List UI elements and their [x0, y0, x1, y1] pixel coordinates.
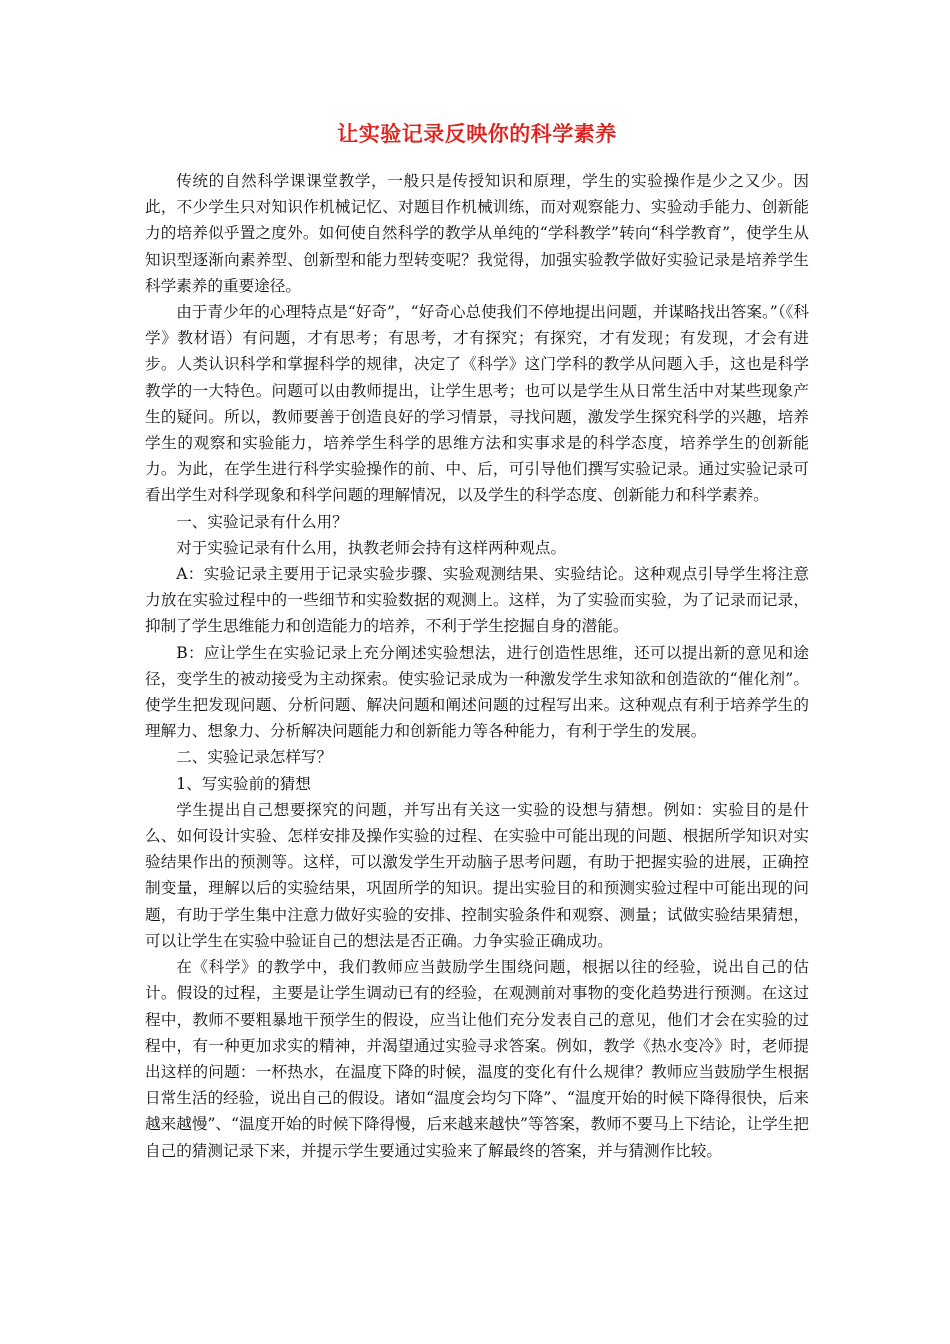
- paragraph-hypothesis: 学生提出自己想要探究的问题，并写出有关这一实验的设想与猜想。例如：实验目的是什么、如何设计实验、怎样安排及操作实验的过程、在实验中可能出现的问题、根据所学知识对实验结果作出的预测等。这样，可以激发学生开动脑子思考问题，有助于把握实验的进展，正确控制变量，理解以后的实验结果，巩固所学的知识。提出实验目的和预测实验过程中可能出现的问题，有助于学生集中注意力做好实验的安排、控制实验条件和观察、测量；试做实验结果猜想，可以让学生在实验中验证自己的想法是否正确。力争实验正确成功。: [145, 800, 809, 950]
- section-heading-1: 一、实验记录有什么用？: [176, 512, 348, 531]
- section-heading-2: 二、实验记录怎样写？: [176, 748, 333, 767]
- paragraph-view-b: B：应让学生在实验记录上充分阐述实验想法，进行创造性思维，还可以提出新的意见和途径，变学生的被动接受为主动探索。使实验记录成为一种激发学生求知欲和创造欲的“催化剂”。使学生把发现问题、分析问题、解决问题和阐述问题的过程写出来。这种观点有利于培养学生的理解力、想象力、分析解决问题能力和创新能力等各种能力，有利于学生的发展。: [145, 643, 809, 741]
- paragraph-curiosity: 由于青少年的心理特点是“好奇”，“好奇心总使我们不停地提出问题，并谋略找出答案。”（《科学》教材语）有问题，才有思考；有思考，才有探究；有探究，才有发现；有发现，才会有进步。人类认识科学和掌握科学的规律，决定了《科学》这门学科的教学从问题入手，这也是科学教学的一大特色。问题可以由教师提出，让学生思考；也可以是学生从日常生活中对某些现象产生的疑问。所以，教师要善于创造良好的学习情景，寻找问题，激发学生探究科学的兴趣，培养学生的观察和实验能力，培养学生科学的思维方法和实事求是的科学态度，培养学生的创新能力。为此，在学生进行科学实验操作的前、中、后，可引导他们撰写实验记录。通过实验记录可看出学生对科学现象和科学问题的理解情况，以及学生的科学态度、创新能力和科学素养。: [145, 303, 809, 505]
- document-body: [145, 168, 809, 1164]
- paragraph-teaching-example: 在《科学》的教学中，我们教师应当鼓励学生围绕问题，根据以往的经验，说出自己的估计。假设的过程，主要是让学生调动已有的经验，在观测前对事物的变化趋势进行预测。在这过程中，教师不要粗暴地干预学生的假设，应当让他们充分发表自己的意见，他们才会在实验的过程中，有一种更加求实的精神，并渴望通过实验寻求答案。例如，教学《热水变冷》时，老师提出这样的问题：一杯热水，在温度下降的时候，温度的变化有什么规律？教师应当鼓励学生根据日常生活的经验，说出自己的假设。诸如“温度会均匀下降”、“温度开始的时候下降得很快，后来越来越慢”、“温度开始的时候下降得慢，后来越来越快”等答案，教师不要马上下结论，让学生把自己的猜测记录下来，并提示学生要通过实验来了解最终的答案，并与猜测作比较。: [145, 958, 809, 1160]
- paragraph-two-views: 对于实验记录有什么用，执教老师会持有这样两种观点。: [176, 538, 567, 557]
- subsection-heading-1: 1、写实验前的猜想: [176, 774, 311, 793]
- document-title: 让实验记录反映你的科学素养: [337, 122, 617, 146]
- document-page: [145, 118, 809, 1164]
- paragraph-intro: 传统的自然科学课课堂教学，一般只是传授知识和原理，学生的实验操作是少之又少。因此，不少学生只对知识作机械记忆、对题目作机械训练，而对观察能力、实验动手能力、创新能力的培养似乎置之度外。如何使自然科学的教学从单纯的“学科教学”转向“科学教育”，使学生从知识型逐渐向素养型、创新型和能力型转变呢？我觉得，加强实验教学做好实验记录是培养学生科学素养的重要途径。: [145, 172, 809, 295]
- paragraph-view-a: A：实验记录主要用于记录实验步骤、实验观测结果、实验结论。这种观点引导学生将注意力放在实验过程中的一些细节和实验数据的观测上。这样，为了实验而实验，为了记录而记录，抑制了学生思维能力和创造能力的培养，不利于学生挖掘自身的潜能。: [145, 565, 809, 636]
